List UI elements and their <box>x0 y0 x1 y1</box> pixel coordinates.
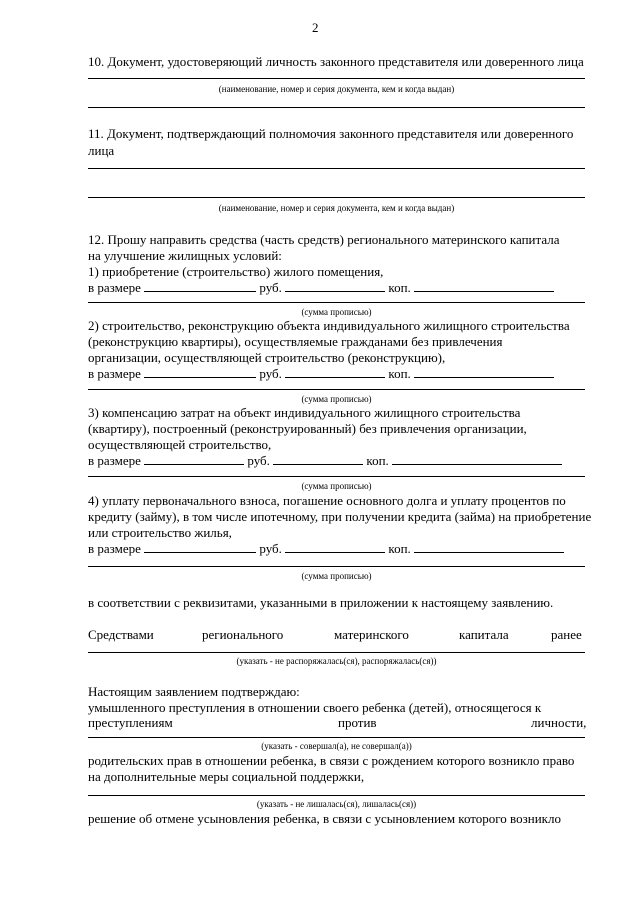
kop-label: коп. <box>388 541 411 556</box>
option-2-line1: 2) строительство, реконструкцию объекта индивидуального жилищного строительства <box>88 318 570 333</box>
sum-caption-1: (сумма прописью) <box>301 307 372 317</box>
rub-field-2[interactable] <box>144 366 256 378</box>
option-2-line2: (реконструкцию квартиры), осуществляемые гражданами без привлечения <box>88 334 503 349</box>
rub-field-4[interactable] <box>144 541 256 553</box>
funds-caption: (указать - не распоряжалась(ся), распоряжалась(ся)) <box>236 656 437 666</box>
rub-label: руб. <box>259 541 282 556</box>
rub-extra-field-2[interactable] <box>285 366 385 378</box>
confirm-2-input-line[interactable] <box>88 795 585 796</box>
rub-extra-field-3[interactable] <box>273 453 363 465</box>
input-line-s10-2[interactable] <box>88 107 585 108</box>
rub-label: руб. <box>247 453 270 468</box>
amount-row-1 <box>88 280 554 295</box>
funds-word-5: ранее <box>551 627 582 642</box>
sum-line-4[interactable] <box>88 566 585 567</box>
kop-field-4[interactable] <box>414 541 564 553</box>
funds-word-3: материнского <box>334 627 409 642</box>
confirm-3-line1: решение об отмене усыновления ребенка, в связи с усыновлением которого возникло <box>88 811 561 826</box>
amount-row-4 <box>88 541 564 556</box>
input-line-s10-1[interactable] <box>88 78 585 79</box>
option-4-line2: кредиту (займу), в том числе ипотечному, при получении кредита (займа) на приобретение <box>88 509 592 524</box>
option-3-line2: (квартиру), построенный (реконструированный) без привлечения организации, <box>88 421 527 436</box>
funds-word-1: Средствами <box>88 627 154 642</box>
rub-label: руб. <box>259 280 282 295</box>
confirm-1-input-line[interactable] <box>88 737 585 738</box>
section-12-line1: 12. Прошу направить средства (часть средств) регионального материнского капитала <box>88 232 560 247</box>
rub-extra-field-4[interactable] <box>285 541 385 553</box>
amount-row-2 <box>88 366 554 381</box>
confirm-1-word-b: против <box>338 715 377 730</box>
amount-label: в размере <box>88 453 141 468</box>
funds-word-4: капитала <box>459 627 509 642</box>
section-10-text: 10. Документ, удостоверяющий личность законного представителя или доверенного лица <box>88 54 584 69</box>
section-11-line1: 11. Документ, подтверждающий полномочия законного представителя или доверенного <box>88 126 574 141</box>
confirm-1-caption: (указать - совершал(а), не совершал(а)) <box>261 741 412 751</box>
section-12-line2: на улучшение жилищных условий: <box>88 248 282 263</box>
kop-label: коп. <box>388 366 411 381</box>
kop-field-1[interactable] <box>414 280 554 292</box>
section-11-caption: (наименование, номер и серия документа, кем и когда выдан) <box>218 203 455 213</box>
funds-word-2: регионального <box>202 627 284 642</box>
sum-caption-3: (сумма прописью) <box>301 481 372 491</box>
rub-field-3[interactable] <box>144 453 244 465</box>
rub-extra-field-1[interactable] <box>285 280 385 292</box>
confirm-1-word-a: преступлениям <box>88 715 173 730</box>
kop-label: коп. <box>388 280 411 295</box>
confirm-2-line2: на дополнительные меры социальной поддержки, <box>88 769 365 784</box>
requisites-text: в соответствии с реквизитами, указанными в приложении к настоящему заявлению. <box>88 595 554 610</box>
option-1-line1: 1) приобретение (строительство) жилого помещения, <box>88 264 384 279</box>
confirm-title: Настоящим заявлением подтверждаю: <box>88 684 300 699</box>
input-line-s11-2[interactable] <box>88 197 585 198</box>
funds-input-line[interactable] <box>88 652 585 653</box>
confirm-2-caption: (указать - не лишалась(ся), лишалась(ся)) <box>256 799 417 809</box>
rub-label: руб. <box>259 366 282 381</box>
option-2-line3: организации, осуществляющей строительство (реконструкцию), <box>88 350 446 365</box>
sum-caption-2: (сумма прописью) <box>301 394 372 404</box>
kop-field-2[interactable] <box>414 366 554 378</box>
amount-label: в размере <box>88 366 141 381</box>
rub-field-1[interactable] <box>144 280 256 292</box>
sum-caption-4: (сумма прописью) <box>301 571 372 581</box>
confirm-1-word-c: личности, <box>531 715 587 730</box>
page-number: 2 <box>312 20 319 35</box>
confirm-2-line1: родительских прав в отношении ребенка, в связи с рождением которого возникло право <box>88 753 575 768</box>
amount-label: в размере <box>88 280 141 295</box>
option-3-line3: осуществляющей строительство, <box>88 437 272 452</box>
option-3-line1: 3) компенсацию затрат на объект индивидуального жилищного строительства <box>88 405 521 420</box>
kop-field-3[interactable] <box>392 453 562 465</box>
kop-label: коп. <box>366 453 389 468</box>
sum-line-1[interactable] <box>88 302 585 303</box>
option-4-line3: или строительство жилья, <box>88 525 232 540</box>
section-10-caption: (наименование, номер и серия документа, кем и когда выдан) <box>218 84 455 94</box>
sum-line-3[interactable] <box>88 476 585 477</box>
sum-line-2[interactable] <box>88 389 585 390</box>
option-4-line1: 4) уплату первоначального взноса, погашение основного долга и уплату процентов по <box>88 493 566 508</box>
confirm-1-line1: умышленного преступления в отношении своего ребенка (детей), относящегося к <box>88 700 542 715</box>
amount-row-3 <box>88 453 562 468</box>
section-11-line2: лица <box>88 143 115 158</box>
input-line-s11-1[interactable] <box>88 168 585 169</box>
amount-label: в размере <box>88 541 141 556</box>
